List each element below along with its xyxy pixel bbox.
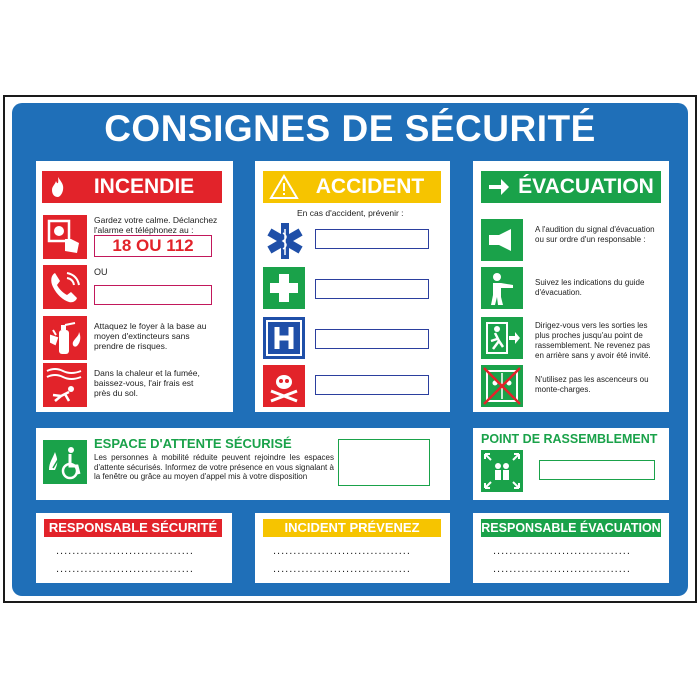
phone-number-input[interactable] (94, 285, 212, 305)
incendie-step-2-text: OU (94, 267, 108, 277)
guide-pointing-icon (481, 267, 523, 309)
accident-intro: En cas d'accident, prévenir : (297, 208, 404, 218)
rassemblement-panel (473, 428, 669, 500)
responsable-securite-line-1: .................................. (56, 545, 194, 557)
warning-triangle-icon (269, 174, 299, 200)
responsable-evacuation-panel (473, 513, 669, 583)
incident-prevenez-panel (255, 513, 450, 583)
siren-icon (481, 219, 523, 261)
arrow-right-icon (487, 176, 511, 198)
incendie-panel (36, 161, 233, 412)
evacuation-panel (473, 161, 669, 412)
accident-panel (255, 161, 450, 412)
incident-prevenez-line-2: .................................. (273, 563, 411, 575)
page-title: CONSIGNES DE SÉCURITÉ (104, 108, 596, 149)
hospital-contact-input[interactable] (315, 329, 429, 349)
emergency-contact-input[interactable] (315, 229, 429, 249)
responsable-evacuation-line-1: .................................. (493, 545, 631, 557)
emergency-number-box (94, 235, 212, 257)
star-of-life-icon (263, 219, 307, 263)
evacuation-step-3-text: Dirigez-vous vers les sorties les plus proches jusqu'au point de rassemblement. Ne revenez pas en arrière sans y avoir été invité. (535, 321, 651, 360)
incendie-step-3-text: Attaquez le foyer à la base au moyen d'extincteurs sans prendre de risques. (94, 321, 207, 351)
evacuation-step-2-text: Suivez les indications du guide d'évacuation. (535, 278, 645, 297)
accident-header (263, 171, 441, 203)
hospital-icon (263, 317, 305, 359)
extinguisher-icon (43, 316, 87, 360)
evacuation-step-4-text: N'utilisez pas les ascenceurs ou monte-charges. (535, 375, 649, 394)
evacuation-header (481, 171, 661, 203)
phone-icon (43, 265, 87, 309)
accident-title: ACCIDENT (315, 175, 425, 198)
incident-prevenez-header: INCIDENT PRÉVENEZ (263, 519, 441, 537)
responsable-evacuation-header: RESPONSABLE ÉVACUATION (481, 521, 661, 535)
assembly-point-icon (481, 450, 523, 492)
wheelchair-refuge-icon (43, 440, 87, 484)
responsable-evacuation-line-2: .................................. (493, 563, 631, 575)
espace-attente-panel (36, 428, 450, 500)
incendie-header (42, 171, 222, 203)
responsable-securite-header: RESPONSABLE SÉCURITÉ (44, 519, 222, 537)
espace-title: ESPACE D'ATTENTE SÉCURISÉ (94, 436, 292, 451)
emergency-exit-icon (481, 317, 523, 359)
rassemblement-title: POINT DE RASSEMBLEMENT (481, 432, 658, 446)
incendie-step-1-text: Gardez votre calme. Déclanchez l'alarme et téléphonez au : (94, 215, 218, 235)
responsable-securite-line-2: .................................. (56, 563, 194, 575)
responsable-securite-panel (36, 513, 232, 583)
first-aid-cross-icon (263, 267, 305, 309)
rassemblement-location-input[interactable] (539, 460, 655, 480)
poison-contact-input[interactable] (315, 375, 429, 395)
emergency-number: 18 OU 112 (112, 236, 194, 255)
espace-location-input[interactable] (338, 439, 430, 486)
first-aid-contact-input[interactable] (315, 279, 429, 299)
flame-icon (50, 176, 66, 198)
incendie-step-4-text: Dans la chaleur et la fumée, baissez-vous, l'air frais est près du sol. (94, 368, 200, 398)
evacuation-step-1-text: A l'audition du signal d'évacuation ou sur ordre d'un responsable : (535, 225, 655, 244)
evacuation-title: ÉVACUATION (518, 175, 654, 198)
incendie-title: INCENDIE (93, 175, 195, 198)
espace-text: Les personnes à mobilité réduite peuvent rejoindre les espaces d'attente sécurisés. Informez de votre présence en vous signalant à la fenêtre ou grâce au moyen d'appel mis à votre disposition (94, 453, 334, 481)
poison-skull-icon (263, 365, 305, 407)
alarm-button-icon (43, 215, 87, 259)
incident-prevenez-line-1: .................................. (273, 545, 411, 557)
crawl-smoke-icon (43, 363, 87, 407)
no-elevator-icon (481, 365, 523, 407)
